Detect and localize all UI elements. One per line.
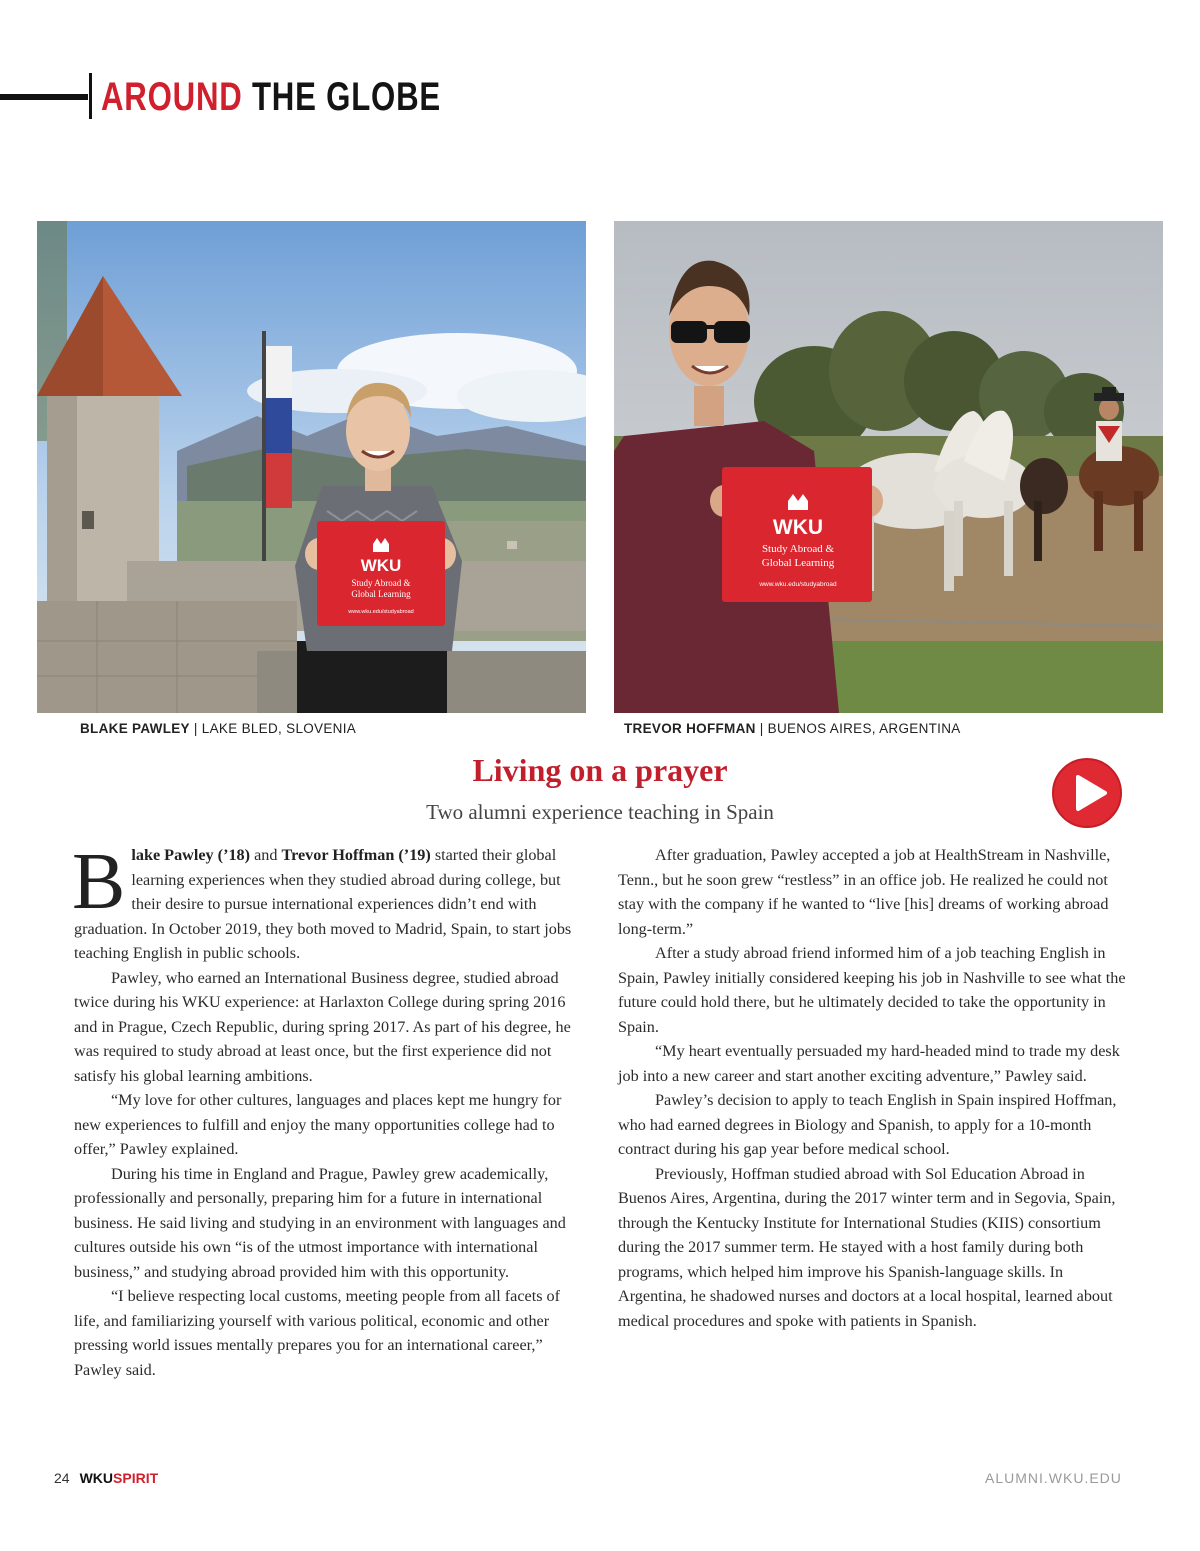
play-icon	[1051, 757, 1123, 829]
name-pawley: lake Pawley (’18)	[131, 846, 251, 864]
section-title-main: THE GLOBE	[251, 75, 441, 119]
drop-cap: B	[72, 838, 126, 926]
body-paragraph: “I believe respecting local customs, meeting people from all facets of life, and familiarizing yourself with various political, economic and other pressing world issues mentally prepares you for an international career,” Pawley said.	[74, 1287, 561, 1379]
body-paragraph: Pawley’s decision to apply to teach English in Spain inspired Hoffman, who had earned degrees in Biology and Spanish, to apply for a 10-month contract during his gap year before medical school.	[618, 1091, 1117, 1158]
flag-line1: Study Abroad &	[351, 578, 411, 588]
section-divider	[89, 73, 92, 119]
lead-and: and	[250, 846, 282, 864]
body-paragraph: Previously, Hoffman studied abroad with Sol Education Abroad in Buenos Aires, Argentina, during the 2017 winter term and in Segovia, Spain, through the Kentucky Institute for International Studies (KIIS) consortium during the 2017 summer term. He stayed with a host family during both programs, which helped him improve his Spanish-language skills. In Argentina, he shadowed nurses and doctors at a local hospital, learned about medical procedures and spoke with patients in Spanish.	[618, 1164, 1116, 1330]
page-number: 24	[54, 1470, 70, 1486]
section-title	[101, 72, 441, 122]
flag-url: www.wku.edu/studyabroad	[348, 609, 414, 615]
caption-separator: |	[759, 721, 764, 736]
lead-text: started their global learning experiences when they studied abroad during college, but their desire to pursue international experiences didn’t end with graduation. In October 2019, they both moved to Madrid, Spain, to start jobs teaching English in public schools.	[74, 846, 572, 962]
brand-wku: WKU	[79, 1470, 114, 1486]
body-paragraph: “My heart eventually persuaded my hard-headed mind to trade my desk job into a new career and start another exciting adventure,” Pawley said.	[618, 1042, 1120, 1085]
page-footer	[54, 1470, 158, 1486]
footer-website[interactable]: ALUMNI.WKU.EDU	[985, 1470, 1122, 1486]
flag-line2: Global Learning	[761, 557, 835, 569]
flag-line1: Study Abroad &	[761, 543, 835, 555]
caption-location: LAKE BLED, SLOVENIA	[201, 721, 357, 736]
play-video-button[interactable]	[1051, 757, 1123, 829]
flag-url: www.wku.edu/studyabroad	[759, 581, 837, 588]
body-paragraph: After graduation, Pawley accepted a job at HealthStream in Nashville, Tenn., but he soon grew “restless” in an office job. He realized he could not stay with the company if he wanted to “live [his] dreams of working abroad long-term.”	[618, 846, 1111, 938]
body-paragraph: Pawley, who earned an International Business degree, studied abroad twice during his WKU experience: at Harlaxton College during spring 2016 and in Prague, Czech Republic, during spring 2017. As part of his degree, he was required to study abroad at least once, but the first experience did not satisfy his global learning ambitions.	[74, 968, 571, 1085]
caption-name: TREVOR HOFFMAN	[624, 721, 756, 736]
section-rule	[0, 94, 88, 100]
article-headline: Living on a prayer	[472, 752, 728, 788]
flag-wku-text: WKU	[772, 516, 824, 539]
photo-trevor-hoffman	[614, 221, 1163, 713]
caption-name: BLAKE PAWLEY	[80, 721, 190, 736]
article-column-right	[618, 843, 1128, 1333]
lead-paragraph	[72, 838, 584, 966]
flag-line2: Global Learning	[351, 589, 411, 599]
photo-caption-left	[80, 721, 356, 736]
brand-spirit: SPIRIT	[113, 1470, 159, 1486]
body-paragraph: After a study abroad friend informed him of a job teaching English in Spain, Pawley initially considered keeping his job in Nashville to see what the future could hold there, but he ultimately decided to take the opportunity in Spain.	[618, 944, 1126, 1036]
body-paragraph: “My love for other cultures, languages and places kept me hungry for new experiences to fulfill and enjoy the many opportunities college had to offer,” Pawley explained.	[74, 1091, 562, 1158]
name-hoffman: Trevor Hoffman (’19)	[281, 846, 431, 864]
photo-caption-right	[624, 721, 961, 736]
photo-blake-pawley	[37, 221, 586, 713]
caption-separator: |	[193, 721, 198, 736]
article-subhead: Two alumni experience teaching in Spain	[426, 800, 774, 824]
caption-location: BUENOS AIRES, ARGENTINA	[767, 721, 961, 736]
section-title-accent: AROUND	[101, 75, 243, 119]
body-paragraph: During his time in England and Prague, Pawley grew academically, professionally and personally, preparing him for a future in international business. He said living and studying in an environment with languages and cultures outside his own “is of the utmost importance with international business,” and studying abroad provided him with this opportunity.	[74, 1164, 566, 1281]
article-column-left	[72, 838, 584, 1382]
flag-wku-text: WKU	[360, 556, 402, 575]
